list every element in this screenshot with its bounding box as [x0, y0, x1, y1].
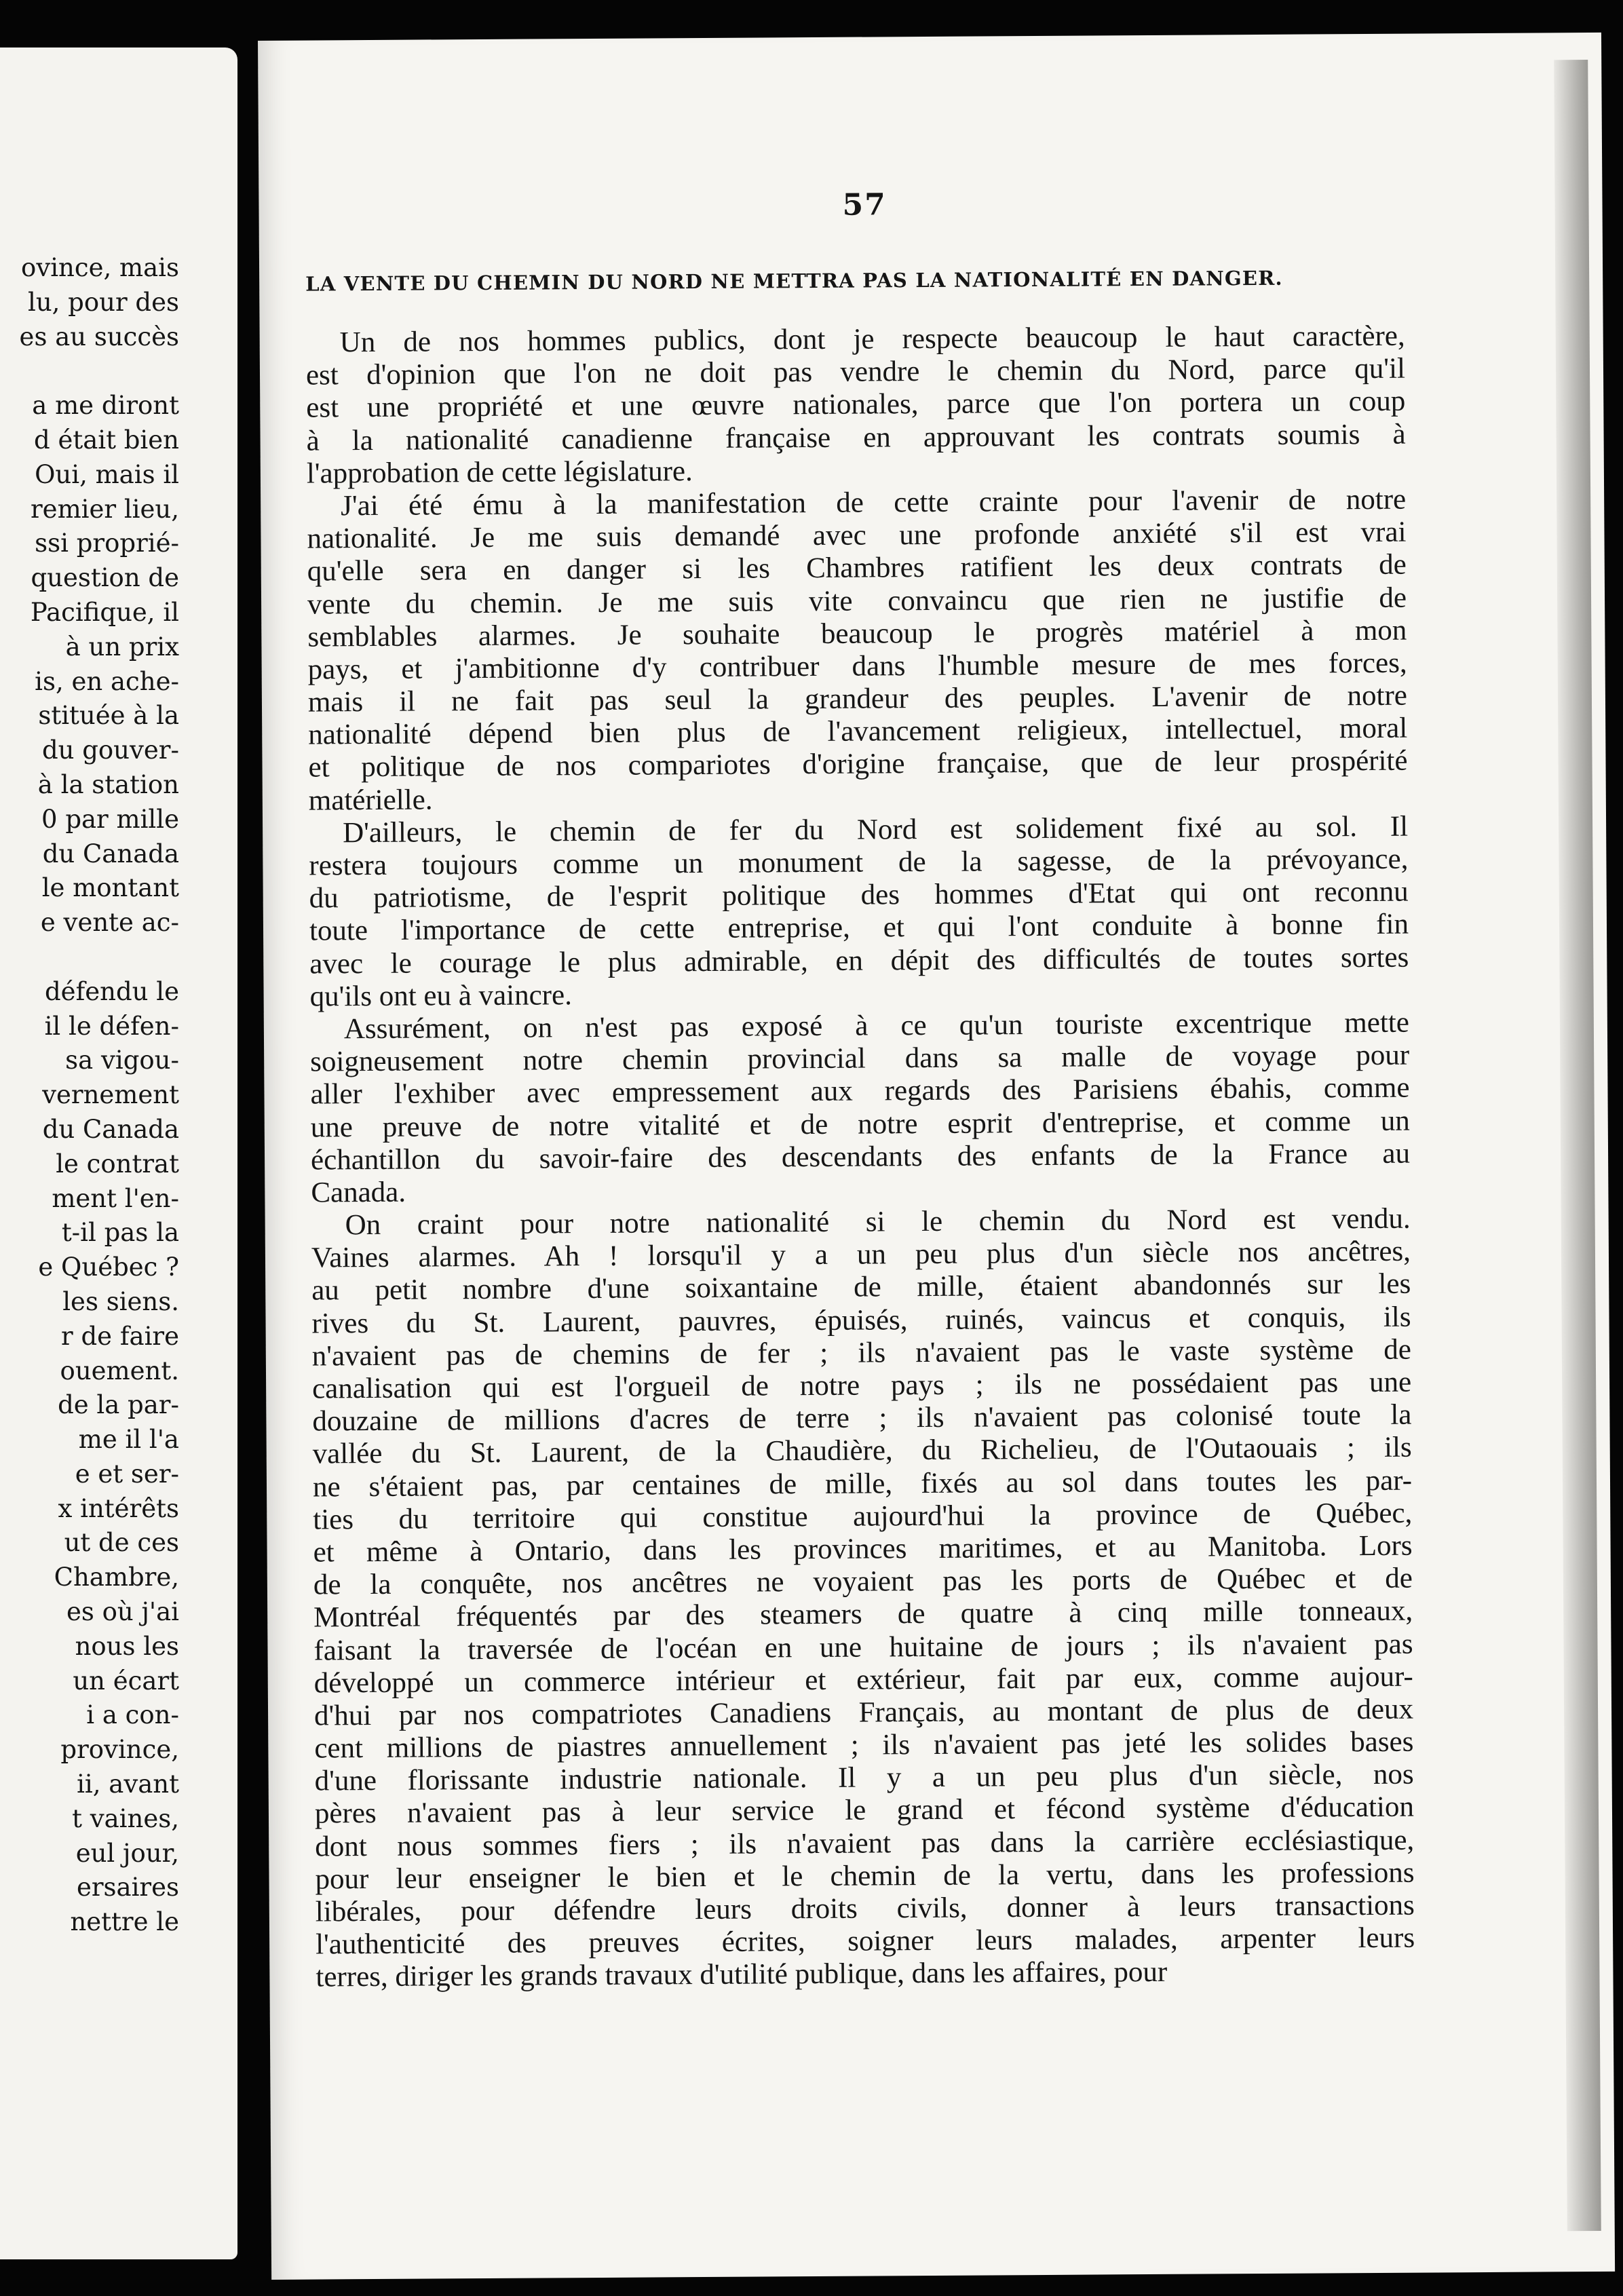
text-line: mais il ne fait pas seul la grandeur des peuples. L'avenir de notre — [307, 679, 1408, 719]
text-line: est une propriété et une œuvre nationales, parce que l'on portera un coup — [306, 385, 1406, 424]
left-page-line: du gouver- — [41, 735, 179, 765]
text-line: échantillon du savoir-faire des descendants des enfants de la France au — [310, 1137, 1411, 1176]
left-page-line: x intérêts — [58, 1493, 179, 1523]
left-page-text — [20, 251, 179, 1940]
left-page-line — [20, 354, 179, 389]
text-line: et même à Ontario, dans les provinces maritimes, et au Manitoba. Lors — [313, 1529, 1413, 1569]
left-page-line: vernement — [42, 1080, 179, 1110]
left-page-line: question de — [31, 563, 179, 593]
text-line: une preuve de notre vitalité et de notre esprit d'entreprise, et comme un — [310, 1105, 1410, 1144]
left-page-line: nous les — [75, 1631, 179, 1661]
text-line: Canada. — [311, 1176, 406, 1209]
left-page-line: t-il pas la — [61, 1218, 179, 1248]
text-line: soigneusement notre chemin provincial dans sa malle de voyage pour — [310, 1039, 1410, 1078]
text-line: à la nationalité canadienne française en approuvant les contrats soumis à — [306, 418, 1406, 457]
text-line: pour leur enseigner le bien et le chemin de la vertu, dans les professions — [315, 1856, 1415, 1896]
text-line: D'ailleurs, le chemin de fer du Nord est solidement fixé au sol. Il — [342, 810, 1409, 849]
text-line: nationalité. Je me suis demandé avec une profonde anxiété s'il est vrai — [307, 516, 1407, 555]
left-page-line: eul jour, — [75, 1838, 179, 1868]
left-page-line: me il l'a — [78, 1425, 179, 1455]
left-page-line: défendu le — [44, 976, 179, 1006]
text-line: semblables alarmes. Je souhaite beaucoup le progrès matériel à mon — [307, 614, 1407, 653]
left-page-line: le contrat — [56, 1149, 179, 1179]
text-line: vallée du St. Laurent, de la Chaudière, du Richelieu, de l'Outaouais ; ils — [312, 1432, 1412, 1470]
paragraph — [309, 810, 1409, 1013]
paragraph — [306, 320, 1406, 491]
left-page-line: a me diront — [32, 391, 179, 421]
text-line: nationalité dépend bien plus de l'avancement religieux, intellectuel, moral — [308, 712, 1408, 751]
left-page-line: le montant — [41, 873, 179, 903]
text-line: développé un commerce intérieur et extérieur, fait par eux, comme aujour- — [313, 1660, 1413, 1700]
text-line: qu'ils ont eu à vaincre. — [309, 978, 573, 1013]
left-page-line: nettre le — [70, 1907, 179, 1937]
left-page-line: e vente ac- — [40, 908, 179, 938]
paragraph — [311, 1203, 1415, 1994]
left-page-line: i a con- — [86, 1700, 179, 1730]
text-line: n'avaient pas de chemins de fer ; ils n'avaient pas le vaste système de — [311, 1333, 1411, 1373]
body-text — [306, 320, 1415, 1994]
left-page-line: ouement. — [60, 1356, 179, 1385]
left-page-line: r de faire — [61, 1321, 179, 1351]
left-page-line: de la par- — [58, 1390, 179, 1420]
text-line: l'authenticité des preuves écrites, soigner leurs malades, arpenter leurs — [316, 1921, 1415, 1961]
text-line: est d'opinion que l'on ne doit pas vendre le chemin du Nord, parce qu'il — [305, 352, 1406, 391]
text-line: Vaines alarmes. Ah ! lorsqu'il y a un peu plus d'un siècle nos ancêtres, — [311, 1235, 1411, 1274]
text-line: avec le courage le plus admirable, en dépit des difficultés de toutes sortes — [309, 941, 1409, 980]
text-line: matérielle. — [308, 784, 433, 817]
left-page-line: es où j'ai — [66, 1597, 179, 1627]
text-line: canalisation qui est l'orgueil de notre pays ; ils ne possédaient pas une — [311, 1366, 1412, 1405]
left-page-line: es au succès — [19, 322, 179, 351]
text-line: restera toujours comme un monument de la sagesse, de la prévoyance, — [309, 843, 1409, 882]
text-line: faisant la traversée de l'océan en une huitaine de jours ; ils n'avaient pas — [313, 1628, 1413, 1667]
left-page-line: Chambre, — [54, 1563, 179, 1592]
page-number: 57 — [842, 187, 887, 223]
left-page-line: 0 par mille — [41, 804, 179, 834]
text-line: toute l'importance de cette entreprise, et qui l'ont conduite à bonne fin — [309, 908, 1409, 947]
left-page-line: d était bien — [34, 425, 179, 455]
paragraph — [310, 1007, 1411, 1210]
text-line: ne s'étaient pas, par centaines de mille, fixés au sol dans toutes les par- — [312, 1464, 1413, 1504]
text-line: pays, et j'ambitionne d'y contribuer dans l'humble mesure de mes forces, — [307, 647, 1407, 686]
left-page-line: du Canada — [42, 839, 179, 868]
left-page-line: is, en ache- — [35, 666, 179, 696]
left-page-line: à la station — [37, 769, 179, 799]
left-page-line: e Québec ? — [38, 1252, 179, 1282]
text-line: aller l'exhiber avec empressement aux regards des Parisiens ébahis, comme — [310, 1071, 1410, 1111]
left-page-line: à un prix — [65, 632, 179, 662]
left-page-line: ii, avant — [77, 1769, 179, 1799]
text-line: Assurément, on n'est pas exposé à ce qu'un touriste excentrique mette — [343, 1006, 1410, 1046]
paragraph — [307, 484, 1408, 818]
text-line: qu'elle sera en danger si les Chambres ratifient les deux contrats de — [307, 548, 1407, 588]
left-page-line: ut de ces — [64, 1528, 179, 1558]
left-page-line: les siens. — [62, 1286, 179, 1316]
left-page-line: lu, pour des — [28, 287, 179, 317]
text-line: du patriotisme, de l'esprit politique des hommes d'Etat qui ont reconnu — [309, 875, 1409, 915]
left-page-line: stituée à la — [38, 701, 179, 731]
text-line: vente du chemin. Je me suis vite convaincu que rien ne justifie de — [307, 581, 1407, 621]
text-line: de la conquête, nos ancêtres ne voyaient pas les ports de Québec et de — [313, 1562, 1413, 1601]
left-page — [0, 47, 237, 2259]
text-line: libérales, pour défendre leurs droits civils, donner à leurs transactions — [315, 1889, 1415, 1928]
left-page-line: il le défen- — [44, 1011, 179, 1041]
text-line: douzaine de millions d'acres de terre ; ils n'avaient pas colonisé toute la — [312, 1398, 1412, 1438]
text-line: rives du St. Laurent, pauvres, épuisés, ruinés, vaincus et conquis, ils — [311, 1301, 1411, 1340]
section-heading: LA VENTE DU CHEMIN DU NORD NE METTRA PAS LA NATIONALITÉ EN DANGER. — [305, 266, 1283, 296]
text-line: pères n'avaient pas à leur service le grand et fécond système d'éducation — [314, 1791, 1415, 1830]
left-page-line: ssi proprié- — [35, 529, 179, 558]
page-edge — [1554, 60, 1601, 2231]
text-line: et politique de nos compariotes d'origine française, que de leur prospérité — [308, 745, 1408, 784]
text-line: On craint pour notre nationalité si le chemin du Nord est vendu. — [345, 1202, 1411, 1242]
left-page-line: ersaires — [76, 1873, 179, 1902]
left-page-line: remier lieu, — [30, 494, 179, 524]
text-line: d'une florissante industrie nationale. Il y a un peu plus d'un siècle, nos — [314, 1758, 1414, 1797]
left-page-line: ovince, mais — [21, 253, 179, 282]
right-page — [258, 33, 1615, 2280]
text-line: cent millions de piastres annuellement ; ils n'avaient pas jeté les solides bases — [314, 1725, 1414, 1765]
text-line: J'ai été ému à la manifestation de cette crainte pour l'avenir de notre — [341, 483, 1407, 522]
text-line: Un de nos hommes publics, dont je respecte beaucoup le haut caractère, — [339, 320, 1405, 359]
left-page-line: sa vigou- — [65, 1046, 179, 1075]
text-line: d'hui par nos compatriotes Canadiens Français, au montant de plus de deux — [313, 1693, 1414, 1732]
text-line: au petit nombre d'une soixantaine de mille, étaient abandonnés sur les — [311, 1268, 1411, 1307]
left-page-line: e et ser- — [75, 1459, 179, 1489]
left-page-line — [20, 940, 179, 975]
text-line: dont nous sommes fiers ; ils n'avaient pas dans la carrière ecclésiastique, — [315, 1824, 1415, 1863]
left-page-line: Oui, mais il — [35, 459, 179, 489]
left-page-line: ment l'en- — [52, 1183, 179, 1213]
text-line: ties du territoire qui constitue aujourd'hui la province de Québec, — [313, 1497, 1413, 1536]
text-line: l'approbation de cette législature. — [306, 455, 693, 490]
left-page-line: du Canada — [42, 1114, 179, 1144]
left-page-line: Pacifique, il — [30, 597, 179, 627]
text-line: Montréal fréquentés par des steamers de quatre à cinq mille tonneaux, — [313, 1594, 1413, 1634]
left-page-line: t vaines, — [72, 1803, 179, 1833]
text-line: terres, diriger les grands travaux d'utilité publique, dans les affaires, pour — [316, 1956, 1168, 1993]
left-page-line: un écart — [73, 1666, 179, 1696]
left-page-line: province, — [60, 1735, 179, 1765]
